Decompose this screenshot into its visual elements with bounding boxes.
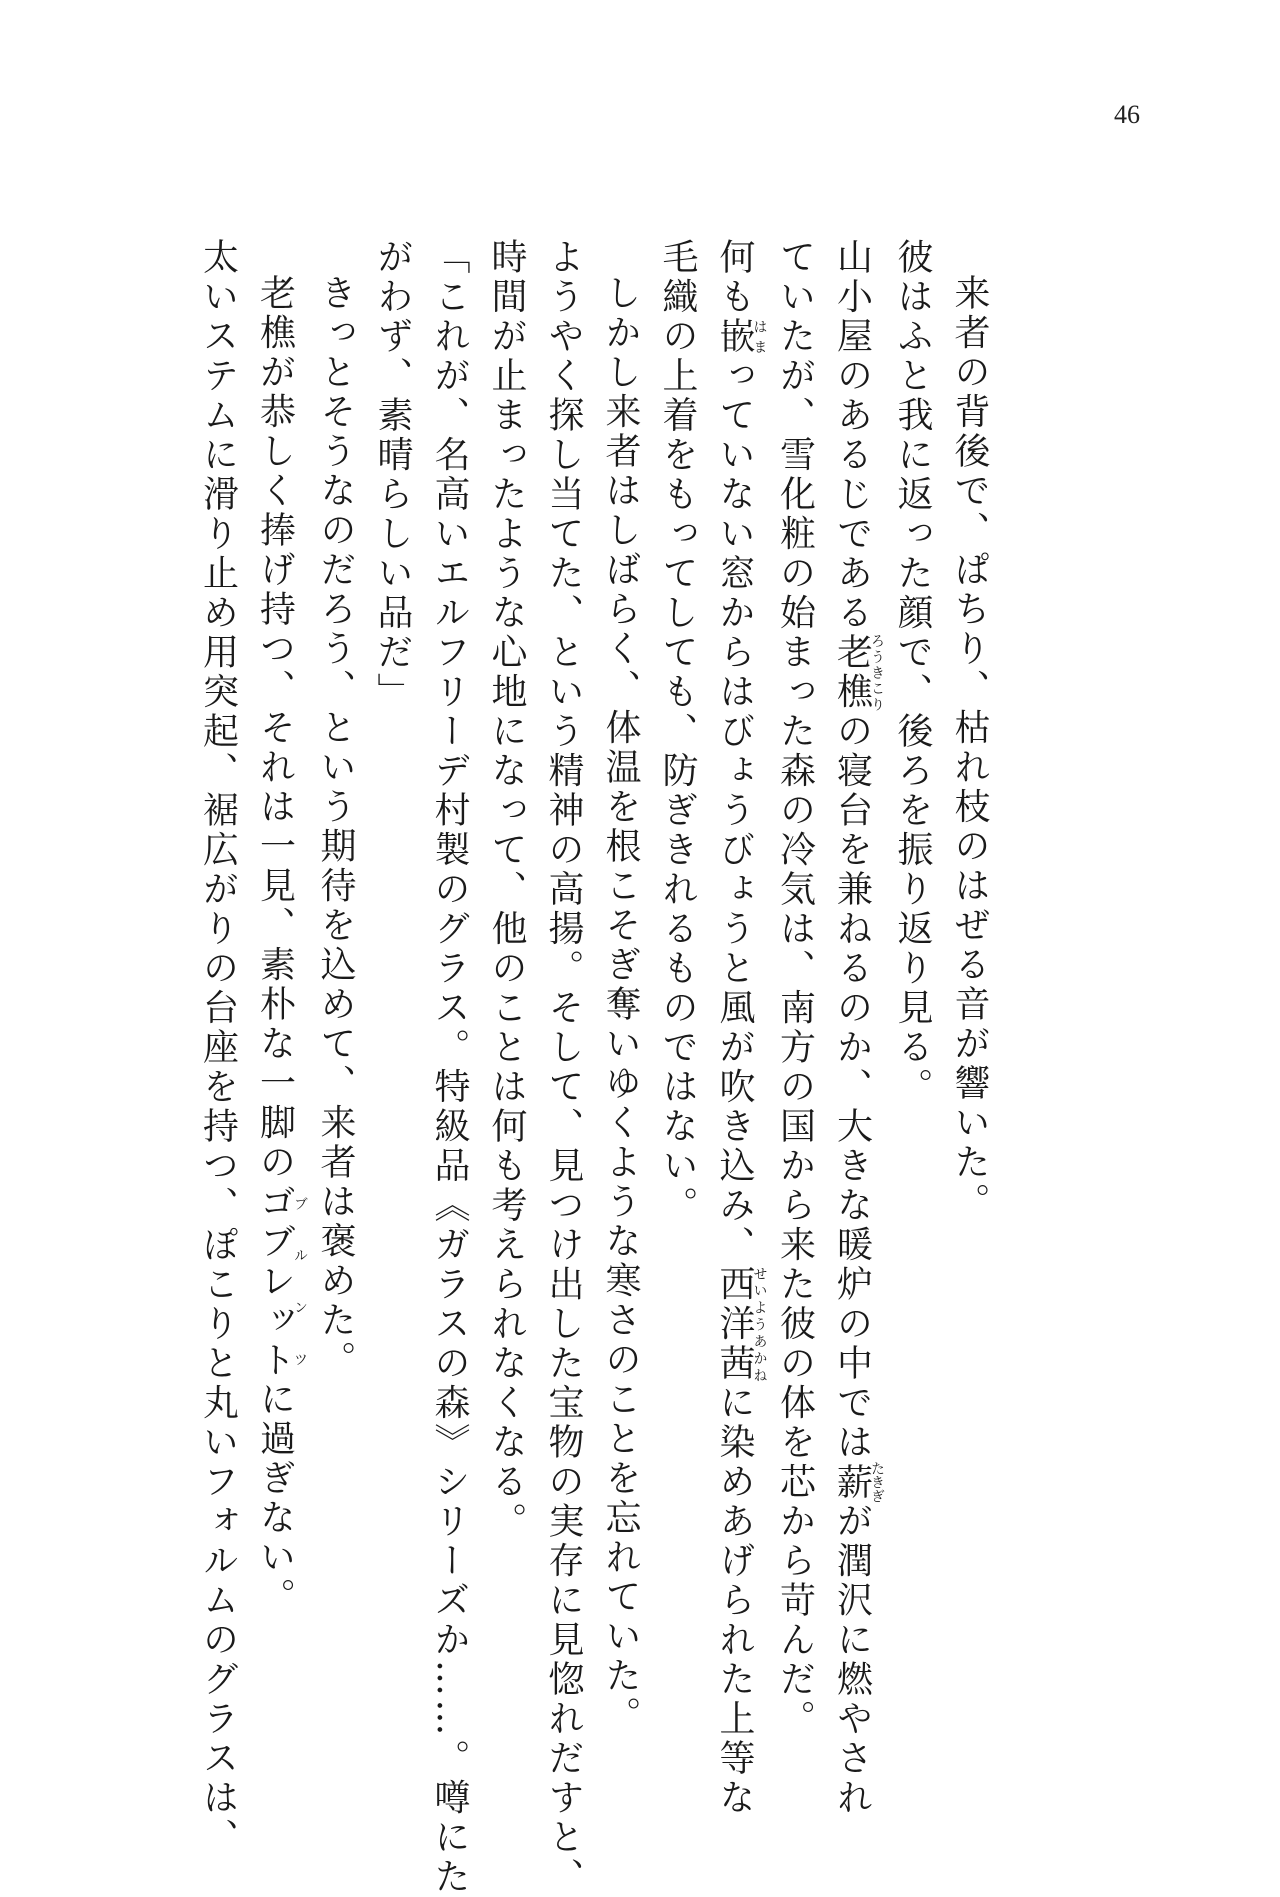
text-line-3-middle: の寝台を兼ねるのか、大きな暖炉の中では: [831, 712, 873, 1463]
ruby-brunts: [254, 1182, 308, 1381]
ruby-base-roukikori: 老樵: [831, 633, 873, 712]
text-line-5: [706, 238, 768, 1818]
ruby-seiyouakane: [714, 1265, 768, 1384]
text-line-3-start: 山小屋のあるじである: [831, 238, 873, 633]
text-line-5-middle: っていない窓からはびょうびょうと風が吹き込み、: [714, 356, 755, 1265]
ruby-hama: [714, 317, 768, 357]
text-line-13-start: 老樵が恭しく捧げ持つ、それは一見、素朴な一脚の: [254, 274, 296, 1183]
text-line-1: 来者の背後で、ぱちり、枯れ枝のはぜる音が響いた。: [949, 274, 990, 1222]
ruby-reading-seiyouakane: せいようあかね: [751, 1265, 768, 1384]
text-line-7: しかし来者はしばらく、体温を根こそぎ奪いゆくような寒さのことを忘れていた。: [600, 274, 641, 1736]
ruby-takigi: [831, 1461, 885, 1504]
ruby-reading-hama: はま: [751, 317, 768, 357]
text-line-12: きっとそうなのだろう、という期待を込めて、来者は褒めた。: [315, 274, 356, 1380]
text-line-4: ていたが、雪化粧の始まった森の冷気は、南方の国から来た彼の体を芯から苛んだ。: [774, 238, 816, 1739]
text-line-13: [247, 238, 308, 1618]
text-line-9: 時間が止まったような心地になって、他のことは何も考えられなくなる。: [486, 238, 527, 1542]
ruby-reading-roukikori: ろうきこり: [869, 633, 885, 712]
ruby-base-brunts: ゴブレット: [254, 1182, 296, 1380]
text-line-2: 彼はふと我に返った顔で、後ろを振り返り見る。: [892, 238, 933, 1107]
ruby-base-seiyouakane: 西洋茜: [714, 1265, 755, 1384]
ruby-base-hama: 嵌: [714, 317, 755, 357]
text-line-8: ようやく探し当てた、という精神の高揚。そして、見つけ出した宝物の実存に見惚れだすと、: [543, 238, 584, 1897]
text-line-3-end: が潤沢に燃やされ: [831, 1502, 873, 1818]
text-line-6: 毛織の上着をもってしても、防ぎきれるものではない。: [657, 238, 698, 1226]
ruby-roukikori: [831, 633, 885, 712]
text-line-10: 「これが、名高いエルフリーデ村製のグラス。特級品《ガラスの森》シリーズか……。噂にた: [429, 238, 470, 1897]
text-line-3: [824, 238, 885, 1818]
text-line-14: 太いステムに滑り止め用突起、裾広がりの台座を持つ、ぽこりと丸いフォルムのグラスは、: [197, 238, 239, 1858]
vertical-text-body: [197, 238, 998, 1897]
ruby-base-takigi: 薪: [831, 1461, 873, 1504]
text-line-11: がわず、素晴らしい品だ」: [372, 238, 413, 712]
text-line-13-end: に過ぎない。: [254, 1380, 296, 1617]
ruby-reading-takigi: たきぎ: [869, 1461, 885, 1504]
text-line-5-start: 何も: [714, 238, 755, 317]
text-line-5-end: に染めあげられた上等な: [714, 1383, 755, 1818]
page-number: 46: [1114, 100, 1140, 129]
ruby-reading-brunts: ブルンツ: [292, 1182, 308, 1380]
